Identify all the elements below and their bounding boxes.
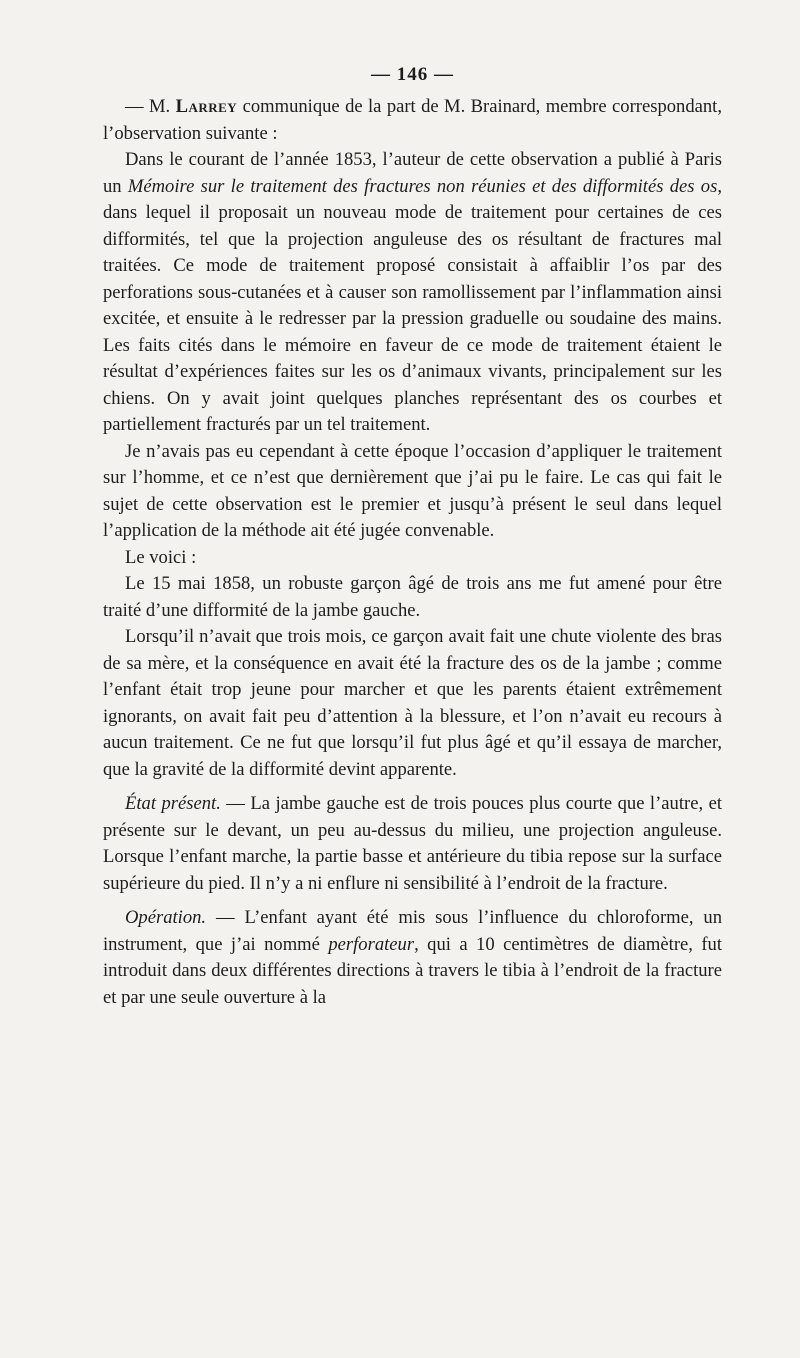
section-heading: État présent. bbox=[125, 793, 221, 814]
section-heading: Opération. bbox=[125, 907, 207, 928]
text-run: — L’enfant ayant été mis sous l’influence du chloroforme, un instrument, que j’ai nommé bbox=[103, 907, 722, 955]
text-run: , qui a 10 centimètres de diamètre, fut introduit dans deux différentes directions à travers le tibia à l’endroit de la fracture et par une seule ouverture à la bbox=[103, 933, 723, 1008]
paragraph-first-case bbox=[103, 439, 722, 545]
paragraph-le-voici bbox=[103, 545, 722, 572]
text-run: — M. bbox=[125, 96, 176, 117]
text-run: , dans lequel il proposait un nouveau mode de traitement pour certaines de ces difformités, tel que la projection anguleuse des os résultant de fractures mal traitées. Ce mode de traitement proposé consistait à affaiblir l’os par des perforations sous-cutanées et à causer son ramollissement par l’inflammation ainsi excitée, et ensuite à le redresser par la pression graduelle ou soudaine des mains. Les faits cités dans le mémoire en faveur de ce mode de traitement étaient le résultat d’expériences faites sur les os d’animaux vivants, principalement sur les chiens. On y avait joint quelques planches représentant des os courbes et partiellement fracturés par un tel traitement. bbox=[103, 175, 722, 435]
page-number: — 146 — bbox=[371, 64, 454, 85]
instrument-name: perforateur bbox=[328, 933, 415, 955]
paragraph-history bbox=[103, 624, 722, 783]
text-run: communique de la part de M. Brainard, membre correspondant, l’observation suivante : bbox=[103, 96, 722, 144]
text-run: Le 15 mai 1858, un robuste garçon âgé de trois ans me fut amené pour être traité d’une difformité de la jambe gauche. bbox=[103, 573, 722, 621]
author-name: Larrey bbox=[175, 96, 238, 117]
text-run: Dans le courant de l’année 1853, l’auteur de cette observation a publié à Paris un bbox=[103, 149, 722, 197]
paragraph-background bbox=[103, 147, 722, 439]
text-run: Je n’avais pas eu cependant à cette époque l’occasion d’appliquer le traitement sur l’homme, et ce n’est que dernièrement que j’ai pu le faire. Le cas qui fait le sujet de cette observation est le premier et jusqu’à présent le seul dans lequel l’application de la méthode ait été jugée convenable. bbox=[103, 440, 722, 541]
text-run: Le voici : bbox=[125, 546, 197, 568]
memoir-title: Mémoire sur le traitement des fractures non réunies et des difformités des os bbox=[127, 175, 718, 197]
paragraph-operation bbox=[103, 905, 722, 1011]
paragraph-date bbox=[103, 571, 722, 624]
paragraph-etat-present bbox=[103, 791, 722, 897]
paragraph-intro bbox=[103, 94, 722, 147]
text-run: — La jambe gauche est de trois pouces plus courte que l’autre, et présente sur le devant, un peu au-dessus du milieu, une projection anguleuse. Lorsque l’enfant marche, la partie basse et antérieure du tibia repose sur la surface supérieure du pied. Il n’y a ni enflure ni sensibilité à l’endroit de la fracture. bbox=[103, 793, 722, 894]
text-run: Lorsqu’il n’avait que trois mois, ce garçon avait fait une chute violente des bras de sa mère, et la conséquence en avait été la fracture des os de la jambe ; comme l’enfant était trop jeune pour marcher et que les parents étaient extrêmement ignorants, on avait fait peu d’attention à la blessure, et l’on n’avait eu recours à aucun traitement. Ce ne fut que lorsqu’il fut plus âgé et qu’il essaya de marcher, que la gravité de la difformité devint apparente. bbox=[103, 626, 722, 780]
